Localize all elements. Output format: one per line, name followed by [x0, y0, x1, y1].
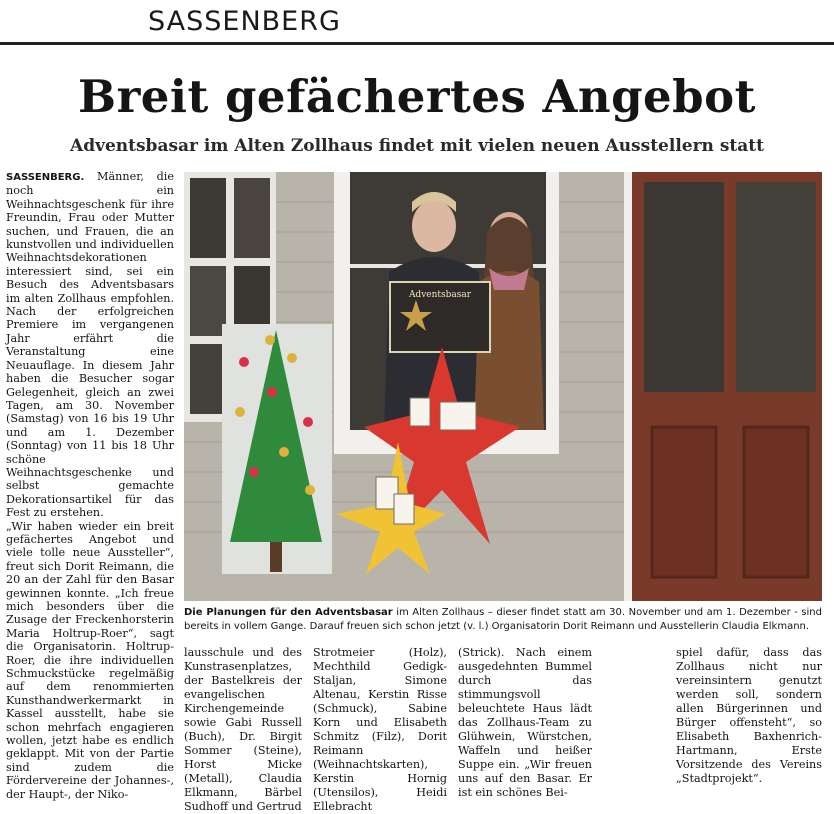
- section-title: SASSENBERG: [148, 6, 341, 37]
- caption-text: im Alten Zollhaus – dieser findet statt am 30. November und am 1. Dezember - sind bereits in vollem Gange. Darauf freuen sich schon jetzt (v. l.) Organisatorin Dorit Reimann und Ausstellerin Claudia Elkmann.: [184, 607, 822, 632]
- headline: Breit gefächertes Angebot: [78, 70, 756, 123]
- body-column-3: (Strick). Nach einem ausgedehnten Bummel durch das stimmungsvoll beleuchtete Haus lädt das Zollhaus-Team zu Glühwein, Würstchen, Waffeln und heißer Suppe ein. „Wir freuen uns auf den Basar. Er ist ein schönes Bei-: [458, 646, 592, 799]
- lead-text-1: Männer, die noch ein Weihnachtsgeschenk für ihre Freundin, Frau oder Mutter suchen, und Frauen, die an kunstvollen und individuellen Weihnachtsdekorationen interessiert sind, sei ein Besuch des Adventsbasars im alten Zollhaus empfohlen. Nach der erfolgreichen Premiere im vergangenen Jahr erfährt die Veranstaltung eine Neuauflage. In diesem Jahr haben die Besucher sogar Gelegenheit, gleich an zwei Tagen, am 30. November (Samstag) von 16 bis 19 Uhr und am 1. Dezember (Sonntag) von 11 bis 18 Uhr schöne Weihnachtsgeschenke und selbst gemachte Dekorationsartikel für das Fest zu erstehen.: [6, 170, 175, 520]
- lead-paragraph-1: [6, 170, 174, 520]
- lead-paragraph-2: „Wir haben wieder ein breit gefächertes Angebot und viele tolle neue Aussteller“, freut sich Dorit Reimann, die 20 an der Zahl für den Basar gewinnen konnte. „Ich freue mich besonders über die Zusage der Freckenhorsterin Maria Holtrup-Roer“, sagt die Organisatorin. Holtrup-Roer, die ihre individuellen Schmuckstücke regelmäßig auf dem renommierten Kunsthandwerkermarkt in Kassel ausstellt, habe sie schon mehrfach engagieren wollen, jetzt habe es endlich geklappt. Mit von der Partie sind zudem die Fördervereine der Johannes-, der Haupt-, der Niko-: [6, 519, 174, 801]
- section-rule: [0, 42, 834, 45]
- caption-bold: Die Planungen für den Adventsbasar: [184, 607, 393, 618]
- body-column-2: Strotmeier (Holz), Mechthild Gedigk-Staljan, Simone Altenau, Kerstin Risse (Schmuck), Sabine Korn und Elisabeth Schmitz (Filz), Dorit Reimann (Weihnachtskarten), Kerstin Hornig (Utensilos), Heidi Ellebracht: [313, 646, 447, 813]
- photo-caption: [184, 606, 822, 634]
- subheadline: Adventsbasar im Alten Zollhaus findet mit vielen neuen Ausstellern statt: [70, 136, 764, 156]
- lead-column: [6, 170, 174, 801]
- dateline: SASSENBERG.: [6, 172, 85, 183]
- article-photo: [184, 172, 822, 601]
- body-column-4: spiel dafür, dass das Zollhaus nicht nur vereinsintern genutzt werden soll, sondern allen Bürgerinnen und Bürger offensteht“, so Elisabeth Baxhenrich-Hartmann, Erste Vorsitzende des Vereins „Stadtprojekt“.: [676, 646, 822, 785]
- sign-title: Adventsbasar: [408, 290, 472, 300]
- photo-illustration: [184, 172, 822, 601]
- body-column-1: lausschule und des Kunstrasenplatzes, der Bastelkreis der evangelischen Kirchengemeinde sowie Gabi Russell (Buch), Dr. Birgit Sommer (Steine), Horst Micke (Metall), Claudia Elkmann, Bärbel Sudhoff und Gertrud: [184, 646, 302, 813]
